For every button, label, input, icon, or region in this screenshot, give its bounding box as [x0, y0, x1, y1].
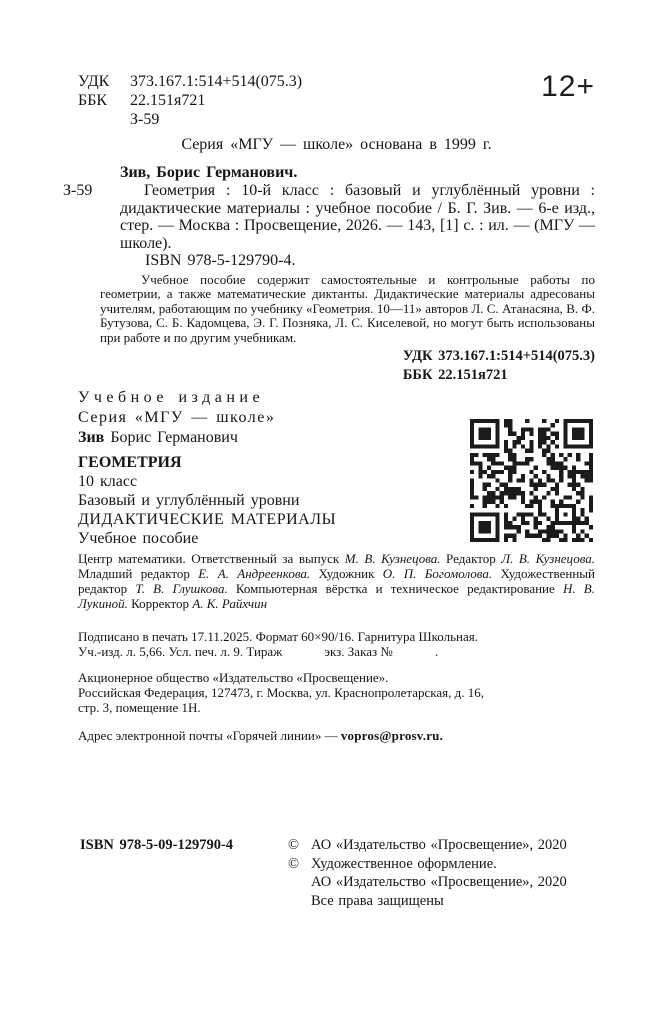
publisher-address-2: стр. 3, помещение 1Н. [78, 699, 201, 715]
print-info-line2: Уч.-изд. л. 5,66. Усл. печ. л. 9. Тираж экз. Заказ № . [78, 643, 439, 659]
author-code: З-59 [130, 111, 160, 128]
hotline-email-line [78, 728, 595, 743]
copyright-sign-4 [288, 892, 311, 911]
author-code-spacer [78, 110, 114, 129]
classification-block [78, 72, 595, 129]
copyright-sign-3 [288, 873, 311, 892]
footer-block [80, 836, 602, 910]
copyright-sign-2: © [288, 855, 300, 872]
edition-author-last: Зив [78, 429, 105, 447]
copyright-line-2: Художественное оформление. [311, 855, 497, 872]
hotline-email: vopros@prosv.ru. [340, 727, 444, 743]
biblio-entry-text: Геометрия : 10-й класс : базовый и углублённый уровни : дидактические материалы : учебное пособие / Б. Г. Зив. — 6-е изд., стер. — Москва : Просвещение, 2026. — 143, [1] с. : ил. — (МГУ — школе). [120, 182, 595, 252]
levels-line: Базовый и углублённый уровни [78, 492, 300, 510]
credits-paragraph: Центр математики. Ответственный за выпуск М. В. Кузнецова. Редактор Л. В. Кузнецова. Младший редактор Е. А. Андреенкова. Художник О. П. Богомолова. Художественный редактор Т. В. Глушкова. Компьютерная вёрстка и техническое редактирование Н. В. Лукиной. Корректор А. К. Райхчин [78, 551, 595, 611]
udk-bbk-right-block [78, 347, 595, 384]
biblio-entry-row [63, 182, 595, 252]
udk-value: 373.167.1:514+514(075.3) [130, 73, 303, 90]
bbk-label: ББК [78, 92, 108, 109]
publisher-name: Акционерное общество «Издательство «Просвещение». [78, 669, 389, 685]
copyright-line-1: АО «Издательство «Просвещение», 2020 [311, 837, 567, 853]
biblio-isbn: ISBN 978-5-129790-4. [145, 252, 296, 269]
edition-kind: Учебное издание [78, 389, 265, 407]
biblio-author: Зив, Борис Германович. [120, 164, 298, 181]
biblio-entry-code: З-59 [63, 182, 93, 199]
edition-type: Учебное пособие [78, 530, 199, 548]
udk-bbk-codes [78, 72, 302, 129]
copyright-line-3: АО «Издательство «Просвещение», 2020 [311, 874, 567, 890]
copyright-block [288, 836, 567, 910]
udk-label: УДК [78, 73, 110, 90]
qr-code [470, 419, 593, 542]
bbk-value: 22.151я721 [130, 92, 206, 109]
age-rating-badge: 12+ [541, 70, 595, 103]
bbk-right: ББК 22.151я721 [402, 366, 508, 383]
copyright-sign-1: © [288, 837, 300, 853]
publisher-block [78, 670, 595, 715]
print-info-block [78, 629, 595, 659]
edition-author-rest: Борис Германович [110, 429, 238, 447]
hotline-email-prefix: Адрес электронной почты «Горячей линии» — [78, 727, 341, 743]
book-title: ГЕОМЕТРИЯ [78, 454, 182, 472]
qr-code-image [470, 419, 593, 542]
publisher-address-1: Российская Федерация, 127473, г. Москва, ул. Краснопролетарская, д. 16, [78, 684, 484, 700]
book-subtitle: ДИДАКТИЧЕСКИЕ МАТЕРИАЛЫ [78, 511, 337, 529]
edition-series: Серия «МГУ — школе» [78, 409, 276, 427]
copyright-line-4: Все права защищены [311, 892, 444, 909]
annotation-text: Учебное пособие содержит самостоятельные и контрольные работы по геометрии, а также математические диктанты. Дидактические материалы адресованы учителям, работающим по учебнику «Геометрия. 10—11» авторов Л. С. Атанасяна, В. Ф. Бутузова, С. Б. Кадомцева, Э. Г. Позняка, Л. С. Киселевой, но могут быть использованы при работе и по другим учебникам. [100, 271, 595, 345]
footer-isbn: ISBN 978-5-09-129790-4 [80, 837, 234, 853]
udk-right: УДК 373.167.1:514+514(075.3) [402, 348, 595, 365]
print-info-line1: Подписано в печать 17.11.2025. Формат 60×90/16. Гарнитура Школьная. [78, 628, 478, 644]
series-note: Серия «МГУ — школе» основана в 1999 г. [181, 136, 492, 153]
grade-line: 10 класс [78, 473, 138, 491]
